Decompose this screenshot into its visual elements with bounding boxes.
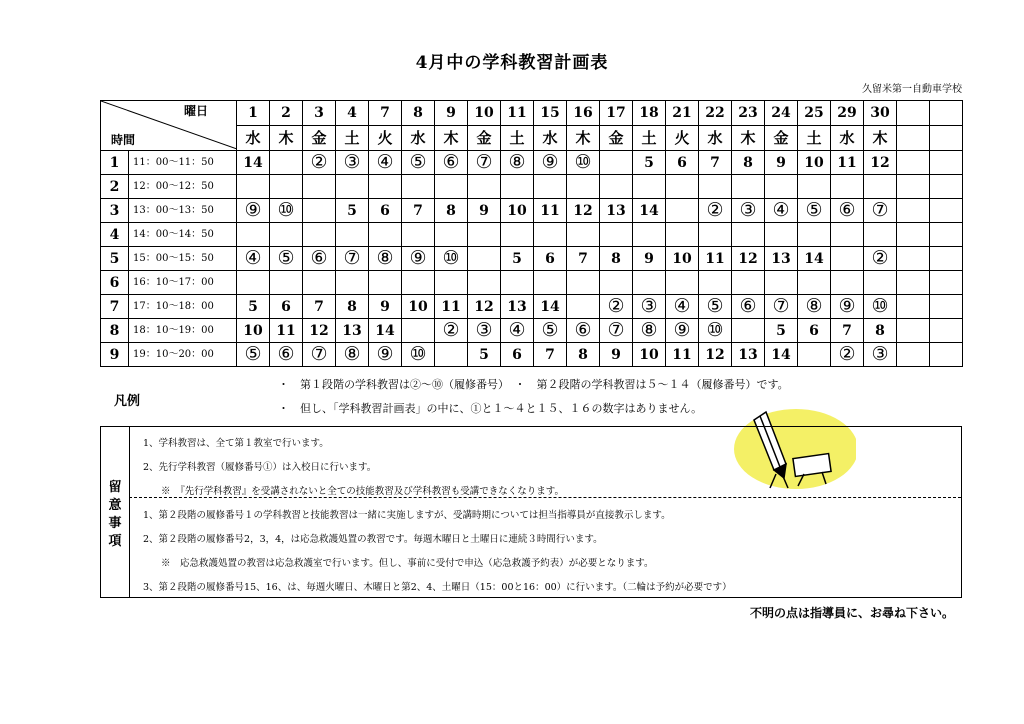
notes-side-char: 意: [108, 498, 122, 513]
lesson-cell: ⑤: [402, 151, 435, 175]
weekday-header-cell: 火: [369, 126, 402, 151]
weekday-header-cell: 土: [501, 126, 534, 151]
date-header-cell: 2: [270, 101, 303, 126]
lesson-cell: 12: [699, 343, 732, 367]
note-line: 2、第２段階の履修番号2，3，4，は応急救護処置の教習です。毎週木曜日と土曜日に連続３時間行います。: [143, 534, 603, 545]
lesson-cell: [501, 271, 534, 295]
lesson-cell: [897, 223, 930, 247]
lesson-cell: [666, 175, 699, 199]
lesson-cell: ⑧: [798, 295, 831, 319]
lesson-cell: [666, 199, 699, 223]
weekday-header-cell: 水: [402, 126, 435, 151]
weekday-header-cell: 水: [831, 126, 864, 151]
period-number: 3: [101, 199, 129, 223]
schedule-table: [100, 100, 963, 367]
lesson-cell: [897, 175, 930, 199]
lesson-cell: [600, 151, 633, 175]
lesson-cell: [270, 151, 303, 175]
lesson-cell: 8: [336, 295, 369, 319]
date-header-cell: 23: [732, 101, 765, 126]
lesson-cell: [501, 223, 534, 247]
notes-divider: [129, 497, 961, 498]
lesson-cell: 11: [831, 151, 864, 175]
table-row: [101, 175, 963, 199]
legend-line-1: ・ 第１段階の学科教習は②～⑩（履修番号） ・ 第２段階の学科教習は５～１４（履修番号）です。: [278, 378, 789, 391]
lesson-cell: [831, 175, 864, 199]
lesson-cell: [897, 319, 930, 343]
lesson-cell: [765, 271, 798, 295]
lesson-cell: 9: [600, 343, 633, 367]
lesson-cell: ⑥: [732, 295, 765, 319]
date-header-cell: 21: [666, 101, 699, 126]
lesson-cell: 5: [633, 151, 666, 175]
period-number: 4: [101, 223, 129, 247]
lesson-cell: ⑦: [600, 319, 633, 343]
weekday-axis-label: 曜日: [183, 104, 208, 118]
lesson-cell: [402, 175, 435, 199]
lesson-cell: 13: [600, 199, 633, 223]
lesson-cell: [369, 223, 402, 247]
lesson-cell: ⑩: [699, 319, 732, 343]
lesson-cell: 7: [699, 151, 732, 175]
weekday-header-cell: 土: [336, 126, 369, 151]
lesson-cell: 5: [237, 295, 270, 319]
lesson-cell: 9: [633, 247, 666, 271]
date-header-cell: 22: [699, 101, 732, 126]
lesson-cell: [468, 223, 501, 247]
date-header-cell: 10: [468, 101, 501, 126]
lesson-cell: ②: [303, 151, 336, 175]
weekday-header-cell: 土: [633, 126, 666, 151]
lesson-cell: [666, 223, 699, 247]
weekday-header-cell: 木: [864, 126, 897, 151]
lesson-cell: ⑨: [402, 247, 435, 271]
lesson-cell: [930, 319, 963, 343]
lesson-cell: 11: [666, 343, 699, 367]
lesson-cell: 7: [831, 319, 864, 343]
lesson-cell: 6: [534, 247, 567, 271]
lesson-cell: [930, 151, 963, 175]
lesson-cell: 7: [567, 247, 600, 271]
date-header-cell: 8: [402, 101, 435, 126]
note-line: 1、第２段階の履修番号１の学科教習と技能教習は一緒に実施しますが、受講時期については担当指導員が直接教示します。: [143, 510, 671, 521]
period-time: 18：10～19：00: [129, 319, 237, 343]
lesson-cell: ⑦: [336, 247, 369, 271]
lesson-cell: [897, 199, 930, 223]
date-header-cell: 18: [633, 101, 666, 126]
lesson-cell: 10: [237, 319, 270, 343]
lesson-cell: [567, 295, 600, 319]
date-header-cell: 30: [864, 101, 897, 126]
weekday-header-cell: [897, 126, 930, 151]
legend-line-2: ・ 但し、「学科教習計画表」の中に、①と１～４と１５、１６の数字はありません。: [278, 402, 703, 415]
lesson-cell: 5: [765, 319, 798, 343]
lesson-cell: [897, 151, 930, 175]
lesson-cell: 9: [765, 151, 798, 175]
lesson-cell: [798, 271, 831, 295]
notes-side-char: 項: [108, 534, 122, 549]
lesson-cell: ⑦: [303, 343, 336, 367]
lesson-cell: 14: [369, 319, 402, 343]
lesson-cell: ②: [831, 343, 864, 367]
lesson-cell: [930, 343, 963, 367]
note-line: 1、学科教習は、全て第１教室で行います。: [143, 438, 329, 449]
lesson-cell: [930, 199, 963, 223]
lesson-cell: [336, 223, 369, 247]
lesson-cell: [666, 271, 699, 295]
lesson-cell: ⑤: [534, 319, 567, 343]
lesson-cell: [798, 343, 831, 367]
notes-side-char: 留: [108, 480, 122, 495]
lesson-cell: 13: [336, 319, 369, 343]
lesson-cell: 12: [303, 319, 336, 343]
lesson-cell: ④: [765, 199, 798, 223]
lesson-cell: ⑤: [798, 199, 831, 223]
lesson-cell: 11: [534, 199, 567, 223]
lesson-cell: ⑩: [402, 343, 435, 367]
lesson-cell: [732, 319, 765, 343]
lesson-cell: [303, 271, 336, 295]
lesson-cell: [765, 223, 798, 247]
notes-section: [100, 426, 962, 598]
period-time: 11：00～11：50: [129, 151, 237, 175]
table-row: [101, 343, 963, 367]
lesson-cell: ②: [699, 199, 732, 223]
lesson-cell: [831, 271, 864, 295]
lesson-cell: 8: [567, 343, 600, 367]
date-header-cell: 15: [534, 101, 567, 126]
lesson-cell: 9: [369, 295, 402, 319]
lesson-cell: [765, 175, 798, 199]
lesson-cell: [237, 175, 270, 199]
lesson-cell: [534, 175, 567, 199]
period-number: 2: [101, 175, 129, 199]
lesson-cell: [369, 175, 402, 199]
lesson-cell: ⑧: [501, 151, 534, 175]
lesson-cell: 8: [732, 151, 765, 175]
lesson-cell: ⑦: [765, 295, 798, 319]
lesson-cell: 10: [402, 295, 435, 319]
lesson-cell: [303, 199, 336, 223]
lesson-cell: [600, 271, 633, 295]
weekday-header-cell: 木: [270, 126, 303, 151]
lesson-cell: ⑧: [633, 319, 666, 343]
lesson-cell: [402, 319, 435, 343]
notes-side-label: [101, 427, 130, 597]
table-row: [101, 271, 963, 295]
lesson-cell: [699, 175, 732, 199]
weekday-header-cell: 水: [534, 126, 567, 151]
lesson-cell: ②: [435, 319, 468, 343]
period-time: 19：10～20：00: [129, 343, 237, 367]
lesson-cell: 11: [270, 319, 303, 343]
weekday-header-cell: 火: [666, 126, 699, 151]
date-header-cell: 17: [600, 101, 633, 126]
lesson-cell: [468, 271, 501, 295]
date-header-cell: 24: [765, 101, 798, 126]
lesson-cell: ③: [864, 343, 897, 367]
weekday-header-cell: 木: [435, 126, 468, 151]
lesson-cell: 12: [468, 295, 501, 319]
lesson-cell: [270, 223, 303, 247]
lesson-cell: [435, 343, 468, 367]
lesson-cell: 6: [798, 319, 831, 343]
lesson-cell: ⑥: [435, 151, 468, 175]
lesson-cell: [864, 271, 897, 295]
lesson-cell: 10: [501, 199, 534, 223]
date-header-cell: 4: [336, 101, 369, 126]
lesson-cell: [501, 175, 534, 199]
lesson-cell: ⑩: [864, 295, 897, 319]
lesson-cell: 8: [600, 247, 633, 271]
lesson-cell: ③: [732, 199, 765, 223]
lesson-cell: [897, 295, 930, 319]
note-line: ※ 応急救護処置の教習は応急救護室で行います。但し、事前に受付で申込（応急救護予約表）が必要となります。: [161, 558, 654, 569]
weekday-header-cell: 木: [567, 126, 600, 151]
lesson-cell: [633, 223, 666, 247]
lesson-cell: [468, 175, 501, 199]
lesson-cell: ⑨: [666, 319, 699, 343]
table-row: [101, 151, 963, 175]
lesson-cell: ④: [369, 151, 402, 175]
lesson-cell: [435, 223, 468, 247]
lesson-cell: [336, 175, 369, 199]
period-time: 16：10～17：00: [129, 271, 237, 295]
note-line: 2、先行学科教習（履修番号①）は入校日に行います。: [143, 462, 377, 473]
lesson-cell: 7: [534, 343, 567, 367]
weekday-header-cell: 金: [303, 126, 336, 151]
school-name: 久留米第一自動車学校: [862, 84, 962, 95]
lesson-cell: ⑥: [303, 247, 336, 271]
lesson-cell: ⑤: [270, 247, 303, 271]
lesson-cell: ⑩: [567, 151, 600, 175]
lesson-cell: ⑨: [369, 343, 402, 367]
lesson-cell: 5: [468, 343, 501, 367]
lesson-cell: [567, 271, 600, 295]
lesson-cell: [930, 223, 963, 247]
lesson-cell: [699, 271, 732, 295]
lesson-cell: [237, 271, 270, 295]
lesson-cell: 11: [699, 247, 732, 271]
lesson-cell: 13: [501, 295, 534, 319]
period-number: 1: [101, 151, 129, 175]
lesson-cell: ⑨: [534, 151, 567, 175]
table-row: [101, 247, 963, 271]
lesson-cell: [633, 271, 666, 295]
lesson-cell: [303, 223, 336, 247]
lesson-cell: ⑦: [468, 151, 501, 175]
table-corner-cell: [101, 101, 237, 151]
note-line: ※ 『先行学科教習』を受講されないと全ての技能教習及び学科教習も受講できなくなります。: [161, 486, 564, 497]
lesson-cell: [897, 247, 930, 271]
lesson-cell: [930, 175, 963, 199]
period-time: 12：00～12：50: [129, 175, 237, 199]
lesson-cell: 6: [501, 343, 534, 367]
lesson-cell: [534, 271, 567, 295]
lesson-cell: 12: [732, 247, 765, 271]
lesson-cell: [930, 247, 963, 271]
lesson-cell: [270, 175, 303, 199]
weekday-header-cell: 土: [798, 126, 831, 151]
date-header-cell: 11: [501, 101, 534, 126]
lesson-cell: [897, 343, 930, 367]
date-header-cell: 3: [303, 101, 336, 126]
lesson-cell: [402, 223, 435, 247]
page-title: 4月中の学科教習計画表: [415, 53, 609, 73]
lesson-cell: [600, 175, 633, 199]
table-row: [101, 295, 963, 319]
lesson-cell: 8: [864, 319, 897, 343]
lesson-cell: ⑧: [369, 247, 402, 271]
lesson-cell: 13: [765, 247, 798, 271]
lesson-cell: 6: [369, 199, 402, 223]
weekday-header-cell: 水: [699, 126, 732, 151]
lesson-cell: [633, 175, 666, 199]
lesson-cell: 10: [798, 151, 831, 175]
lesson-cell: ⑩: [435, 247, 468, 271]
lesson-cell: ⑥: [567, 319, 600, 343]
legend-label: 凡例: [114, 394, 141, 409]
lesson-cell: [303, 175, 336, 199]
period-number: 8: [101, 319, 129, 343]
lesson-cell: [831, 223, 864, 247]
date-header-cell: 25: [798, 101, 831, 126]
lesson-cell: 11: [435, 295, 468, 319]
lesson-cell: [237, 223, 270, 247]
lesson-cell: ⑤: [237, 343, 270, 367]
lesson-cell: 14: [237, 151, 270, 175]
lesson-cell: 14: [765, 343, 798, 367]
date-header-cell: 7: [369, 101, 402, 126]
lesson-cell: 5: [501, 247, 534, 271]
lesson-cell: [369, 271, 402, 295]
lesson-cell: ④: [237, 247, 270, 271]
weekday-header-cell: 水: [237, 126, 270, 151]
lesson-cell: [270, 271, 303, 295]
lesson-cell: ③: [468, 319, 501, 343]
lesson-cell: 12: [567, 199, 600, 223]
lesson-cell: [435, 271, 468, 295]
lesson-cell: [336, 271, 369, 295]
lesson-cell: 6: [666, 151, 699, 175]
weekday-header-cell: [930, 126, 963, 151]
date-header-cell: [930, 101, 963, 126]
lesson-cell: [930, 271, 963, 295]
notes-side-char: 事: [108, 516, 122, 531]
lesson-cell: [699, 223, 732, 247]
lesson-cell: ②: [864, 247, 897, 271]
lesson-cell: ④: [666, 295, 699, 319]
lesson-cell: [732, 223, 765, 247]
lesson-cell: [831, 247, 864, 271]
lesson-cell: [930, 295, 963, 319]
lesson-cell: ②: [600, 295, 633, 319]
period-time: 15：00～15：50: [129, 247, 237, 271]
period-number: 5: [101, 247, 129, 271]
lesson-cell: [798, 223, 831, 247]
period-number: 7: [101, 295, 129, 319]
period-time: 14：00～14：50: [129, 223, 237, 247]
lesson-cell: ⑩: [270, 199, 303, 223]
weekday-header-cell: 木: [732, 126, 765, 151]
weekday-header-cell: 金: [600, 126, 633, 151]
lesson-cell: [435, 175, 468, 199]
lesson-cell: [798, 175, 831, 199]
lesson-cell: ⑥: [270, 343, 303, 367]
lesson-cell: [567, 223, 600, 247]
footer-note: 不明の点は指導員に、お尋ね下さい。: [749, 606, 954, 620]
note-line: 3、第２段階の履修番号15、16、は、毎週火曜日、木曜日と第2、4、土曜日（15：00と16：00）に行います。（二輪は予約が必要です）: [143, 582, 732, 593]
period-number: 9: [101, 343, 129, 367]
lesson-cell: 10: [666, 247, 699, 271]
date-header-cell: 9: [435, 101, 468, 126]
lesson-cell: 14: [633, 199, 666, 223]
lesson-cell: 10: [633, 343, 666, 367]
lesson-cell: 5: [336, 199, 369, 223]
lesson-cell: [864, 175, 897, 199]
table-row: [101, 199, 963, 223]
lesson-cell: [732, 271, 765, 295]
lesson-cell: ⑧: [336, 343, 369, 367]
lesson-cell: [600, 223, 633, 247]
weekday-header-cell: 金: [468, 126, 501, 151]
lesson-cell: 7: [402, 199, 435, 223]
date-header-cell: 1: [237, 101, 270, 126]
date-header-cell: 16: [567, 101, 600, 126]
date-header-row: [101, 101, 963, 126]
lesson-cell: 13: [732, 343, 765, 367]
lesson-cell: ③: [336, 151, 369, 175]
lesson-cell: [732, 175, 765, 199]
lesson-cell: 9: [468, 199, 501, 223]
lesson-cell: 8: [435, 199, 468, 223]
lesson-cell: [864, 223, 897, 247]
lesson-cell: ⑨: [237, 199, 270, 223]
lesson-cell: [534, 223, 567, 247]
period-number: 6: [101, 271, 129, 295]
period-time: 17：10～18：00: [129, 295, 237, 319]
table-row: [101, 223, 963, 247]
table-row: [101, 319, 963, 343]
weekday-header-cell: 金: [765, 126, 798, 151]
lesson-cell: ⑥: [831, 199, 864, 223]
lesson-cell: 14: [798, 247, 831, 271]
date-header-cell: [897, 101, 930, 126]
lesson-cell: ⑨: [831, 295, 864, 319]
lesson-cell: [402, 271, 435, 295]
lesson-cell: 12: [864, 151, 897, 175]
period-time: 13：00～13：50: [129, 199, 237, 223]
lesson-cell: [897, 271, 930, 295]
lesson-cell: [567, 175, 600, 199]
lesson-cell: 6: [270, 295, 303, 319]
lesson-cell: ③: [633, 295, 666, 319]
lesson-cell: ④: [501, 319, 534, 343]
lesson-cell: [468, 247, 501, 271]
lesson-cell: ⑤: [699, 295, 732, 319]
lesson-cell: 7: [303, 295, 336, 319]
lesson-cell: ⑦: [864, 199, 897, 223]
lesson-cell: 14: [534, 295, 567, 319]
time-axis-label: 時間: [111, 133, 136, 147]
date-header-cell: 29: [831, 101, 864, 126]
